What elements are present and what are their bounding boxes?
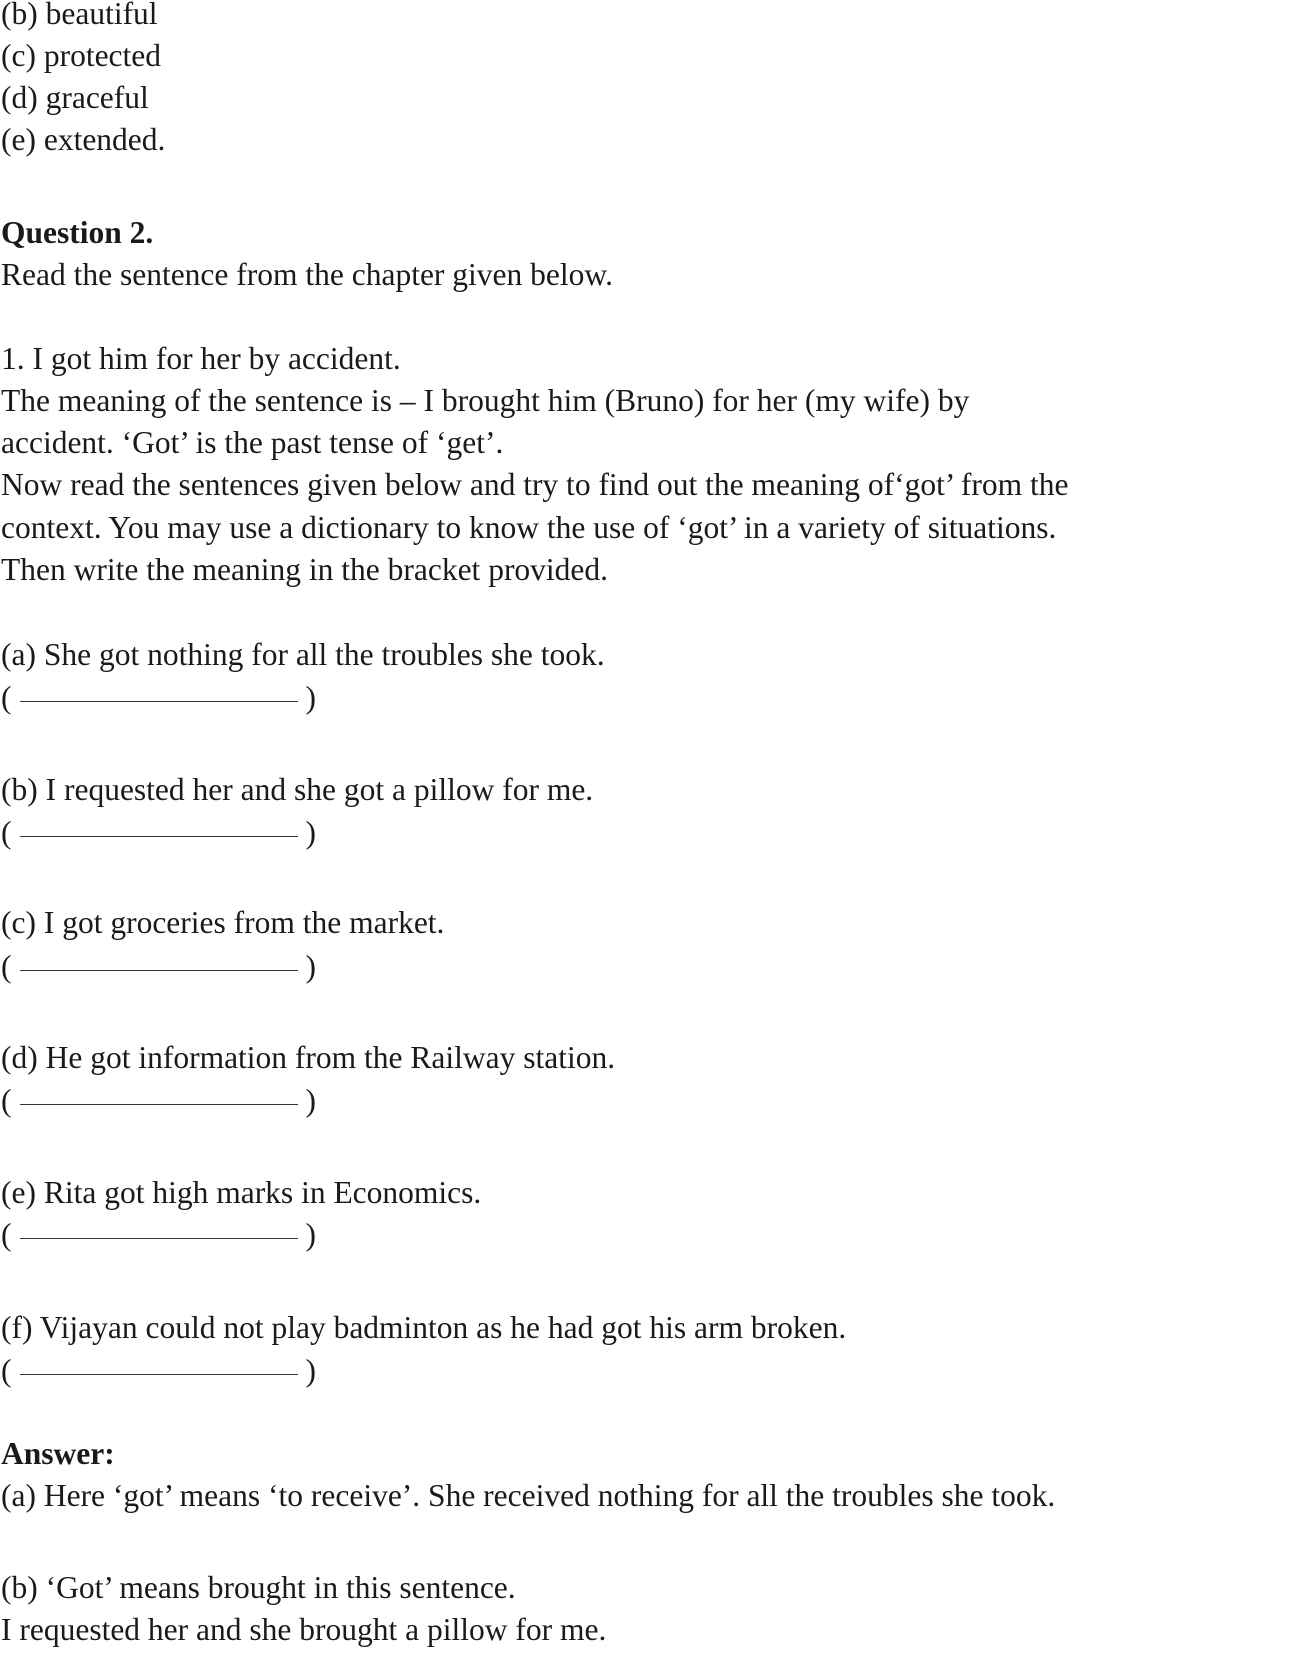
example-sentence: 1. I got him for her by accident. [1,341,401,376]
answer-blank-c [1,946,316,988]
bracket-open: ( [1,949,12,984]
bracket-open: ( [1,1217,12,1252]
item-e: (e) Rita got high marks in Economics. [1,1175,482,1210]
answer-blank-e [1,1214,316,1256]
option-b: (b) beautiful [1,0,158,31]
item-a: (a) She got nothing for all the troubles she took. [1,637,605,672]
bracket-close: ) [305,680,316,715]
bracket-close: ) [305,1353,316,1388]
answer-blank-f [1,1350,316,1392]
bracket-open: ( [1,815,12,850]
explanation-line: context. You may use a dictionary to know the use of ‘got’ in a variety of situations. [1,510,1057,545]
bracket-close: ) [305,1083,316,1118]
answer-blank-b [1,812,316,854]
bracket-close: ) [305,815,316,850]
bracket-close: ) [305,1217,316,1252]
blank-line [20,701,298,702]
blank-line [20,1238,298,1239]
answer-blank-d [1,1080,316,1122]
bracket-close: ) [305,949,316,984]
explanation-line: Then write the meaning in the bracket provided. [1,552,609,587]
blank-line [20,1104,298,1105]
answer-blank-a [1,677,316,719]
blank-line [20,836,298,837]
item-d: (d) He got information from the Railway station. [1,1040,616,1075]
bracket-open: ( [1,1083,12,1118]
option-e: (e) extended. [1,122,166,157]
question-intro: Read the sentence from the chapter given below. [1,257,613,292]
item-f: (f) Vijayan could not play badminton as he had got his arm broken. [1,1310,847,1345]
bracket-open: ( [1,1353,12,1388]
blank-line [20,970,298,971]
answer-line: (a) Here ‘got’ means ‘to receive’. She received nothing for all the troubles she took. [1,1478,1056,1513]
answer-line: I requested her and she brought a pillow for me. [1,1612,607,1647]
explanation-line: accident. ‘Got’ is the past tense of ‘get’. [1,425,504,460]
option-d: (d) graceful [1,80,149,115]
item-c: (c) I got groceries from the market. [1,905,445,940]
explanation-line: Now read the sentences given below and try to find out the meaning of‘got’ from the [1,467,1069,502]
option-c: (c) protected [1,38,162,73]
answer-line: (b) ‘Got’ means brought in this sentence. [1,1570,516,1605]
item-b: (b) I requested her and she got a pillow for me. [1,772,594,807]
blank-line [20,1374,298,1375]
explanation-line: The meaning of the sentence is – I brought him (Bruno) for her (my wife) by [1,383,970,418]
answer-heading: Answer: [1,1436,115,1471]
question-heading: Question 2. [1,215,154,250]
bracket-open: ( [1,680,12,715]
